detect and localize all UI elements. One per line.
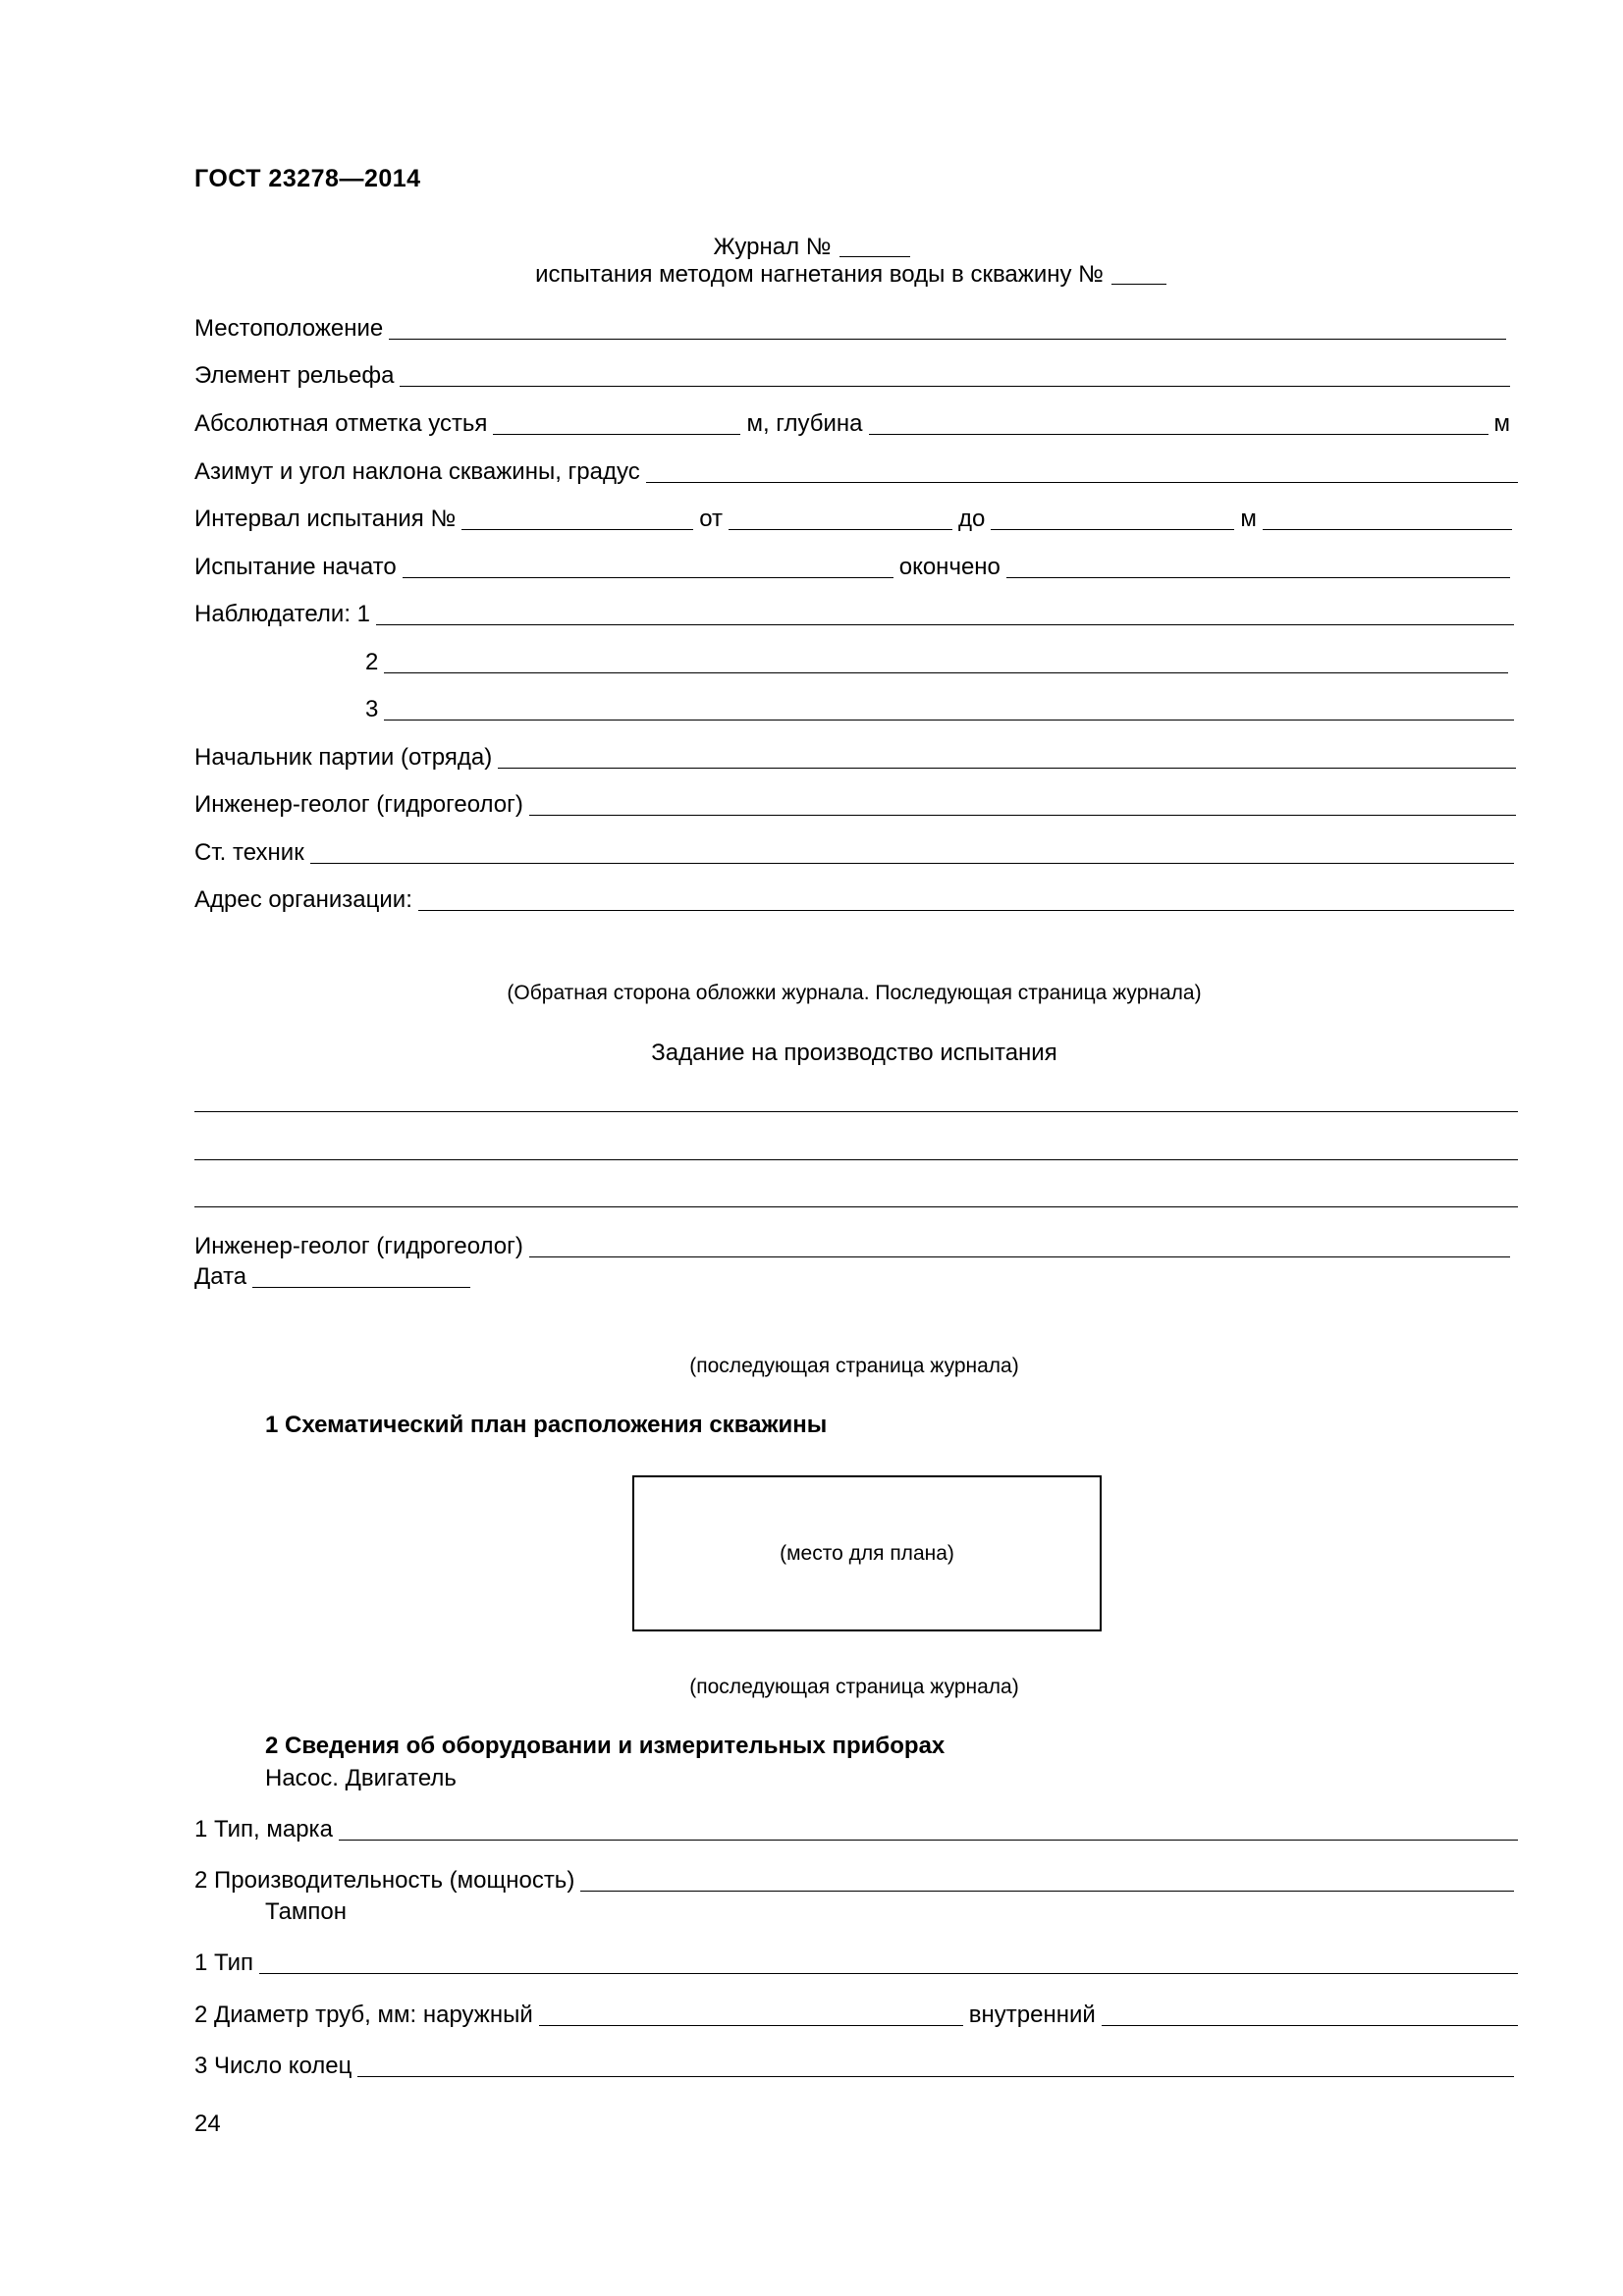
next-page-note-1: (последующая страница журнала) (689, 1355, 1019, 1377)
azimuth-field: Азимут и угол наклона скважины, градус (194, 457, 1524, 487)
pump-type-field: 1 Тип, марка (194, 1815, 1524, 1844)
test-started-blank[interactable] (403, 556, 893, 578)
journal-subtitle: испытания методом нагнетания воды в скважину № (0, 261, 1623, 289)
pump-type-blank[interactable] (339, 1818, 1518, 1841)
org-address-blank[interactable] (418, 888, 1514, 911)
back-cover-note: (Обратная сторона обложки журнала. Последующая страница журнала) (507, 982, 1202, 1004)
outer-diameter-blank[interactable] (539, 2003, 963, 2026)
section-2-title: 2 Сведения об оборудовании и измерительных приборах (265, 1733, 946, 1759)
location-blank[interactable] (389, 317, 1506, 340)
task-date-field: Дата (194, 1262, 476, 1292)
task-line-3[interactable] (194, 1206, 1518, 1207)
journal-number-blank[interactable] (839, 237, 910, 257)
task-engineer-blank[interactable] (529, 1235, 1510, 1257)
observer-3-field: 3 (365, 695, 1520, 724)
packer-header: Тампон (265, 1898, 348, 1925)
pump-capacity-blank[interactable] (580, 1869, 1514, 1892)
azimuth-blank[interactable] (646, 460, 1518, 483)
interval-field: Интервал испытания № от до м (194, 505, 1518, 534)
observer-2-blank[interactable] (384, 651, 1508, 673)
observer-3-blank[interactable] (384, 698, 1514, 721)
test-finished-blank[interactable] (1006, 556, 1510, 578)
interval-from-blank[interactable] (729, 507, 952, 530)
relief-field: Элемент рельефа (194, 361, 1516, 391)
task-date-blank[interactable] (252, 1265, 470, 1288)
senior-tech-blank[interactable] (310, 841, 1514, 864)
interval-number-blank[interactable] (461, 507, 693, 530)
interval-m-blank[interactable] (1263, 507, 1512, 530)
pump-header: Насос. Двигатель (265, 1765, 457, 1791)
party-chief-field: Начальник партии (отряда) (194, 743, 1522, 773)
rings-field: 3 Число колец (194, 2052, 1520, 2081)
depth-blank[interactable] (869, 412, 1488, 435)
page-number: 24 (194, 2110, 221, 2137)
packer-type-blank[interactable] (259, 1951, 1518, 1974)
task-line-1[interactable] (194, 1111, 1518, 1112)
senior-tech-field: Ст. техник (194, 838, 1520, 868)
observer-1-blank[interactable] (376, 603, 1514, 625)
rings-blank[interactable] (357, 2055, 1514, 2077)
packer-type-field: 1 Тип (194, 1949, 1524, 1978)
abs-mark-field: Абсолютная отметка устья м, глубина м (194, 410, 1510, 437)
org-address-field: Адрес организации: (194, 885, 1520, 915)
test-dates-field: Испытание начато окончено (194, 553, 1516, 582)
relief-blank[interactable] (400, 364, 1510, 387)
pump-capacity-field: 2 Производительность (мощность) (194, 1866, 1520, 1896)
observer-2-field: 2 (365, 648, 1514, 677)
task-engineer-field: Инженер-геолог (гидрогеолог) (194, 1232, 1516, 1261)
pipe-diameter-field: 2 Диаметр труб, мм: наружный внутренний (194, 2001, 1524, 2030)
task-title: Задание на производство испытания (651, 1040, 1057, 1066)
plan-box[interactable] (632, 1475, 1102, 1631)
location-field: Местоположение (194, 314, 1512, 344)
well-number-blank[interactable] (1111, 264, 1166, 285)
abs-mark-blank[interactable] (493, 412, 740, 435)
engineer-blank[interactable] (529, 793, 1516, 816)
interval-to-blank[interactable] (991, 507, 1234, 530)
inner-diameter-blank[interactable] (1102, 2003, 1518, 2026)
party-chief-blank[interactable] (498, 746, 1516, 769)
task-line-2[interactable] (194, 1159, 1518, 1160)
standard-number: ГОСТ 23278—2014 (194, 165, 421, 192)
journal-title: Журнал № (0, 234, 1623, 261)
engineer-field: Инженер-геолог (гидрогеолог) (194, 790, 1522, 820)
plan-placeholder: (место для плана) (780, 1541, 954, 1565)
observer-1-field: Наблюдатели: 1 (194, 600, 1520, 629)
section-1-title: 1 Схематический план расположения скважины (265, 1412, 828, 1438)
next-page-note-2: (последующая страница журнала) (689, 1676, 1019, 1698)
